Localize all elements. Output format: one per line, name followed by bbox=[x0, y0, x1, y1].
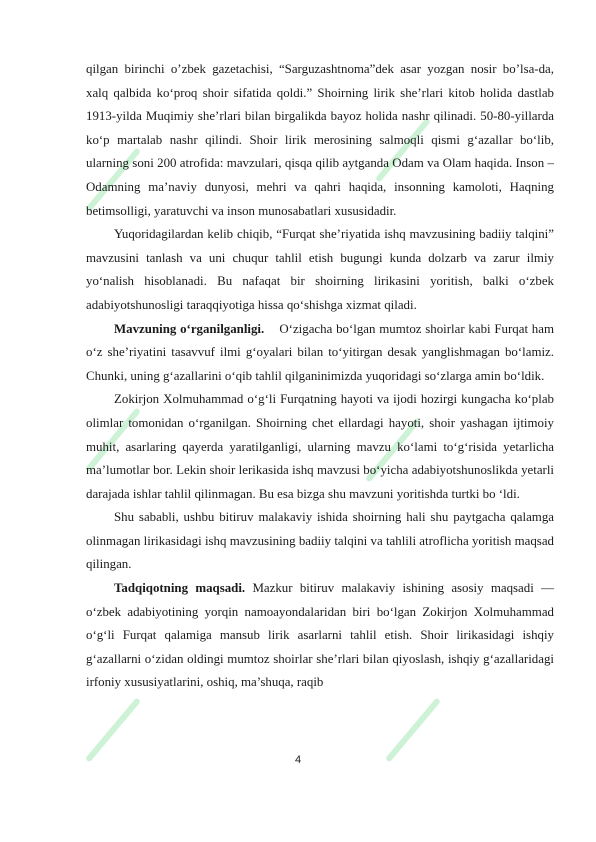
paragraph-5 bbox=[86, 506, 554, 577]
paragraph-1 bbox=[86, 58, 554, 223]
paragraph-text: Zokirjon Xolmuhammad o‘g‘li Furqatning hayoti va ijodi hozirgi kungacha ko‘plab olimlar tomonidan o‘rganilgan. Shoirning chet ellardagi hayoti, shoir yashagan ijtimoiy muhit, asarlaring qayerda yaratilganligi, ularning mavzu ko‘lami to‘g‘risida yetarlicha ma’lumotlar bor. Lekin shoir lerikasida ishq mavzusi bo‘yicha adabiyotshunoslikda yetarli darajada ishlar tahlil qilinmagan. Bu esa bizga shu mavzuni yoritishda turtki bo ‘ldi. bbox=[86, 392, 554, 501]
paragraph-4 bbox=[86, 388, 554, 506]
paragraph-text: Mazkur bitiruv malakaviy ishining asosiy maqsadi — o‘zbek adabiyotining yorqin namoayondalaridan biri bo‘lgan Zokirjon Xolmuhammad o‘g‘li Furqat qalamiga mansub lirik asarlarni tahlil etish. Shoir lirikasidagi ishqiy g‘azallarni o‘zidan oldingi mumtoz shoirlar she’rlari bilan qiyoslash, ishqiy g‘azallaridagi irfoniy xususiyatlarini, oshiq, ma’shuqa, raqib bbox=[86, 581, 554, 690]
section-heading: Mavzuning o‘rganilganligi. bbox=[114, 321, 265, 336]
document-body bbox=[86, 58, 554, 695]
paragraph-6 bbox=[86, 577, 554, 695]
paragraph-text: qilgan birinchi o’zbek gazetachisi, “Sarguzashtnoma”dek asar yozgan nosir bo’lsa-da, xalq qalbida ko‘proq shoir sifatida qoldi.” Shoirning lirik she’rlari kitob holida dastlab 1913-yilda Muqimiy she’rlari bilan birgalikda bayoz holida nashr qilinadi. 50-80-yillarda ko‘p martalab nashr qilindi. Shoir lirik merosining salmoqli qismi g‘azallar bo‘lib, ularning soni 200 atrofida: mavzulari, qisqa qilib aytganda Odam va Olam haqida. Inson – Odamning ma’naviy dunyosi, mehri va qahri haqida, insonning kamoloti, Haqning betimsolligi, yaratuvchi va inson munosabatlari xususidadir. bbox=[86, 62, 554, 218]
section-heading: Tadqiqotning maqsadi. bbox=[114, 581, 246, 596]
watermark-mark bbox=[385, 697, 441, 762]
page-number: 4 bbox=[294, 754, 302, 766]
paragraph-3 bbox=[86, 318, 554, 389]
paragraph-text: Shu sababli, ushbu bitiruv malakaviy ishida shoirning hali shu paytgacha qalamga olinmagan lirikasidagi ishq mavzusining badiiy talqini va tahlili atroflicha yoritish maqsad qilingan. bbox=[86, 510, 554, 572]
paragraph-text: O‘zigacha bo‘lgan mumtoz shoirlar kabi Furqat ham o‘z she’riyatini tasavvuf ilmi g‘oyalari bilan to‘yitirgan desak yanglishmagan bo‘lamiz. Chunki, uning g‘azallarini o‘qib tahlil qilganinimizda yuqoridagi so‘zlarga amin bo‘ldik. bbox=[86, 321, 555, 383]
paragraph-2 bbox=[86, 223, 554, 317]
watermark-mark bbox=[85, 697, 141, 762]
paragraph-text: Yuqoridagilardan kelib chiqib, “Furqat she’riyatida ishq mavzusining badiiy talqini” mavzusini tanlash va uni chuqur tahlil etish bugungi kunda dolzarb va zarur ilmiy yo‘nalish hisoblanadi. Bu nafaqat bir shoirning lirikasini yoritish, balki o‘zbek adabiyotshunosligi taraqqiyotiga hissa qo‘shishga xizmat qiladi. bbox=[86, 227, 554, 312]
